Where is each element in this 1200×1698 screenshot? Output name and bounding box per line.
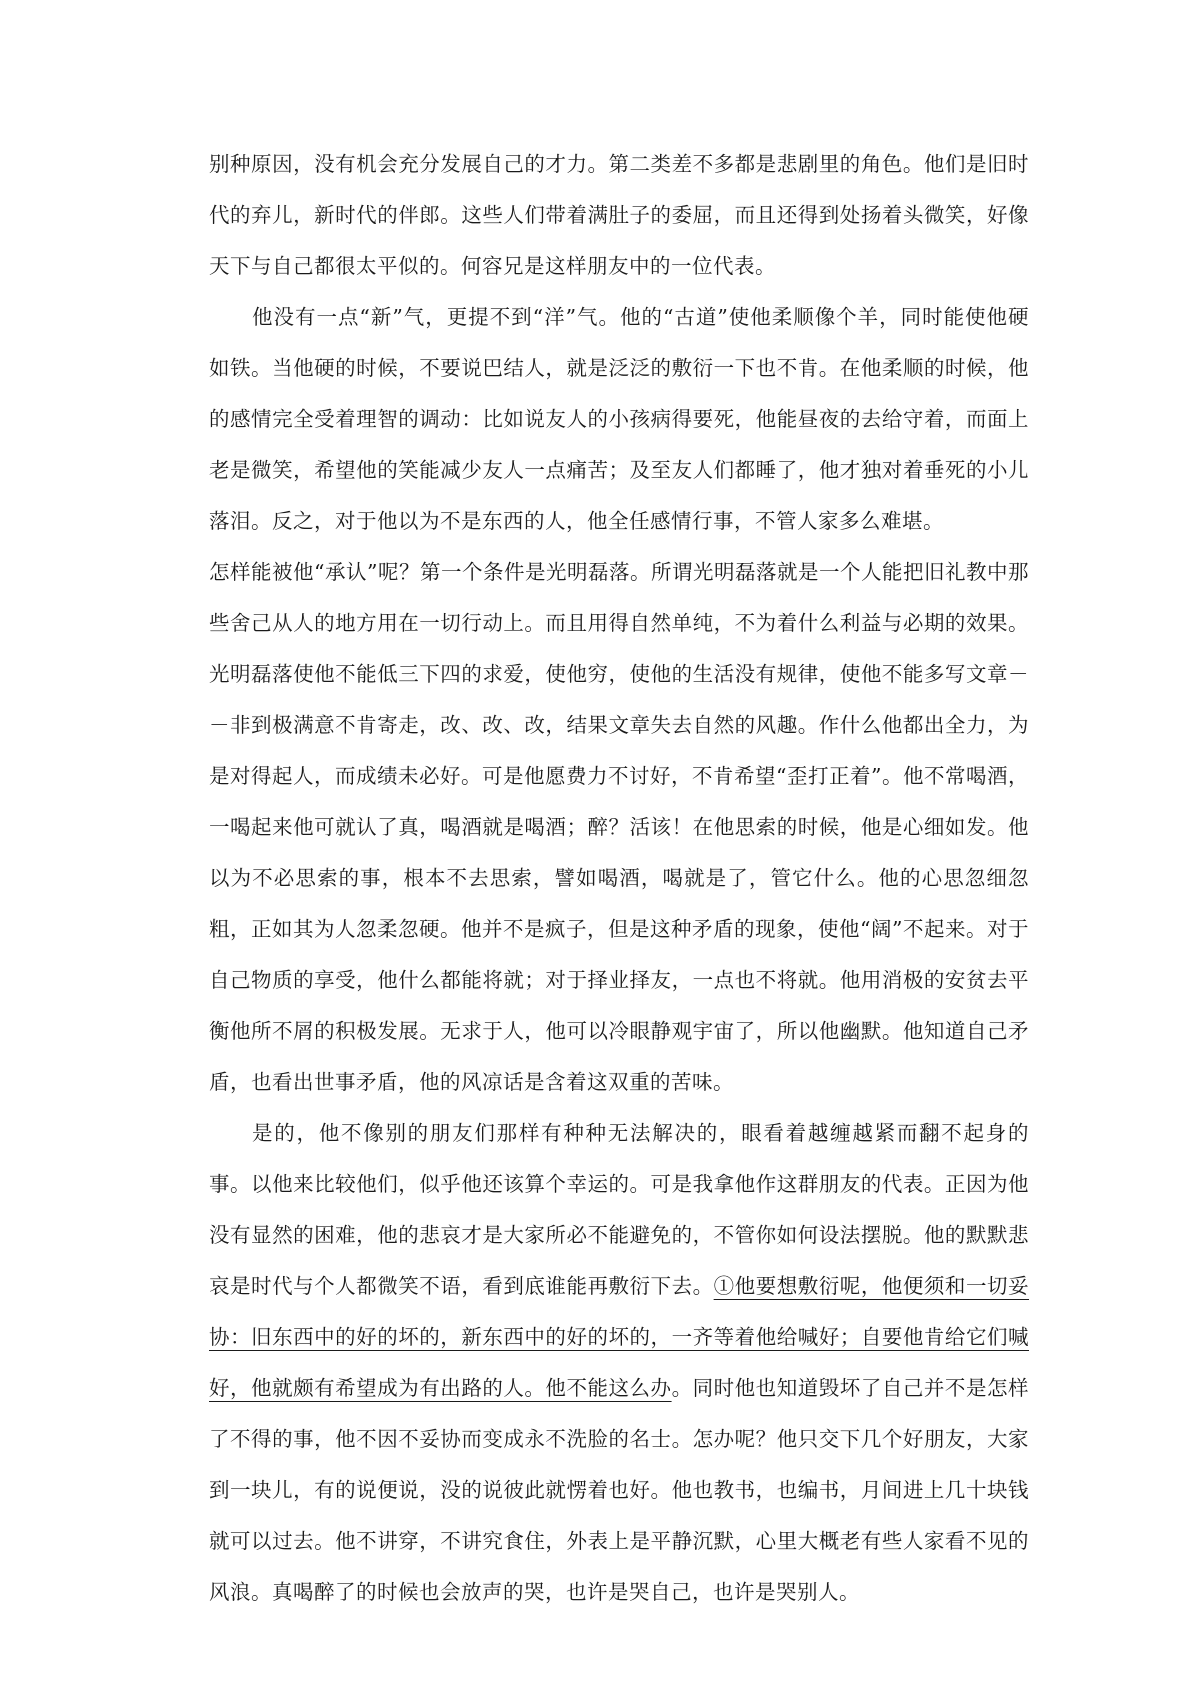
paragraph-4-tail: 。同时他也知道毁坏了自己并不是怎样了不得的事，他不因不妥协而变成永不洗脸的名士。怎办呢？他只交下几个好朋友，大家到一块儿，有的说便说，没的说彼此就愣着也好。他也教书，也编书，月间进上几十块钱就可以过去。他不讲穿，不讲究食住，外表上是平静沉默，心里大概老有些人家看不见的风浪。真喝醉了的时候也会放声的哭，也许是哭自己，也许是哭别人。 [209,1376,1029,1604]
paragraph-4-lead: 是的，他不像别的朋友们那样有种种无法解决的，眼看着越缠越紧而翻不起身的事。以他来比较他们，似乎他还该算个幸运的。可是我拿他作这群朋友的代表。正因为他没有显然的困难，他的悲哀才是大家所必不能避免的，不管你如何设法摆脱。他的默默悲哀是时代与个人都微笑不语，看到底谁能再敷衍下去。 [209,1121,1029,1298]
paragraph-1: 别种原因，没有机会充分发展自己的才力。第二类差不多都是悲剧里的角色。他们是旧时代的弃儿，新时代的伴郎。这些人们带着满肚子的委屈，而且还得到处扬着头微笑，好像天下与自己都很太平似的。何容兄是这样朋友中的一位代表。 [209,152,1029,278]
paragraph-3: 怎样能被他“承认”呢？第一个条件是光明磊落。所谓光明磊落就是一个人能把旧礼教中那些舍己从人的地方用在一切行动上。而且用得自然单纯，不为着什么利益与必期的效果。光明磊落使他不能低三下四的求爱，使他穷，使他的生活没有规律，使他不能多写文章－－非到极满意不肯寄走，改、改、改，结果文章失去自然的风趣。作什么他都出全力，为是对得起人，而成绩未必好。可是他愿费力不讨好，不肯希望“歪打正着”。他不常喝酒，一喝起来他可就认了真，喝酒就是喝酒；醉？活该！在他思索的时候，他是心细如发。他以为不必思索的事，根本不去思索，譬如喝酒，喝就是了，管它什么。他的心思忽细忽粗，正如其为人忽柔忽硬。他并不是疯子，但是这种矛盾的现象，使他“阔”不起来。对于自己物质的享受，他什么都能将就；对于择业择友，一点也不将就。他用消极的安贫去平衡他所不屑的积极发展。无求于人，他可以冷眼静观宇宙了，所以他幽默。他知道自己矛盾，也看出世事矛盾，他的风凉话是含着这双重的苦味。 [209,560,1029,1094]
paragraph-4 [209,1108,1029,1618]
paragraph-2: 他没有一点“新”气，更提不到“洋”气。他的“古道”使他柔顺像个羊，同时能使他硬如铁。当他硬的时候，不要说巴结人，就是泛泛的敷衍一下也不肯。在他柔顺的时候，他的感情完全受着理智的调动：比如说友人的小孩病得要死，他能昼夜的去给守着，而面上老是微笑，希望他的笑能减少友人一点痛苦；及至友人们都睡了，他才独对着垂死的小儿落泪。反之，对于他以为不是东西的人，他全任感情行事，不管人家多么难堪。 [209,305,1029,533]
body-text [209,139,1029,1618]
underlined-passage-1: ①他要想敷衍呢，他便须和一切妥协：旧东西中的好的坏的，新东西中的好的坏的，一齐等着他给喊好；自要他肯给它们喊好，他就颇有希望成为有出路的人。他不能这么办 [209,1274,1030,1400]
